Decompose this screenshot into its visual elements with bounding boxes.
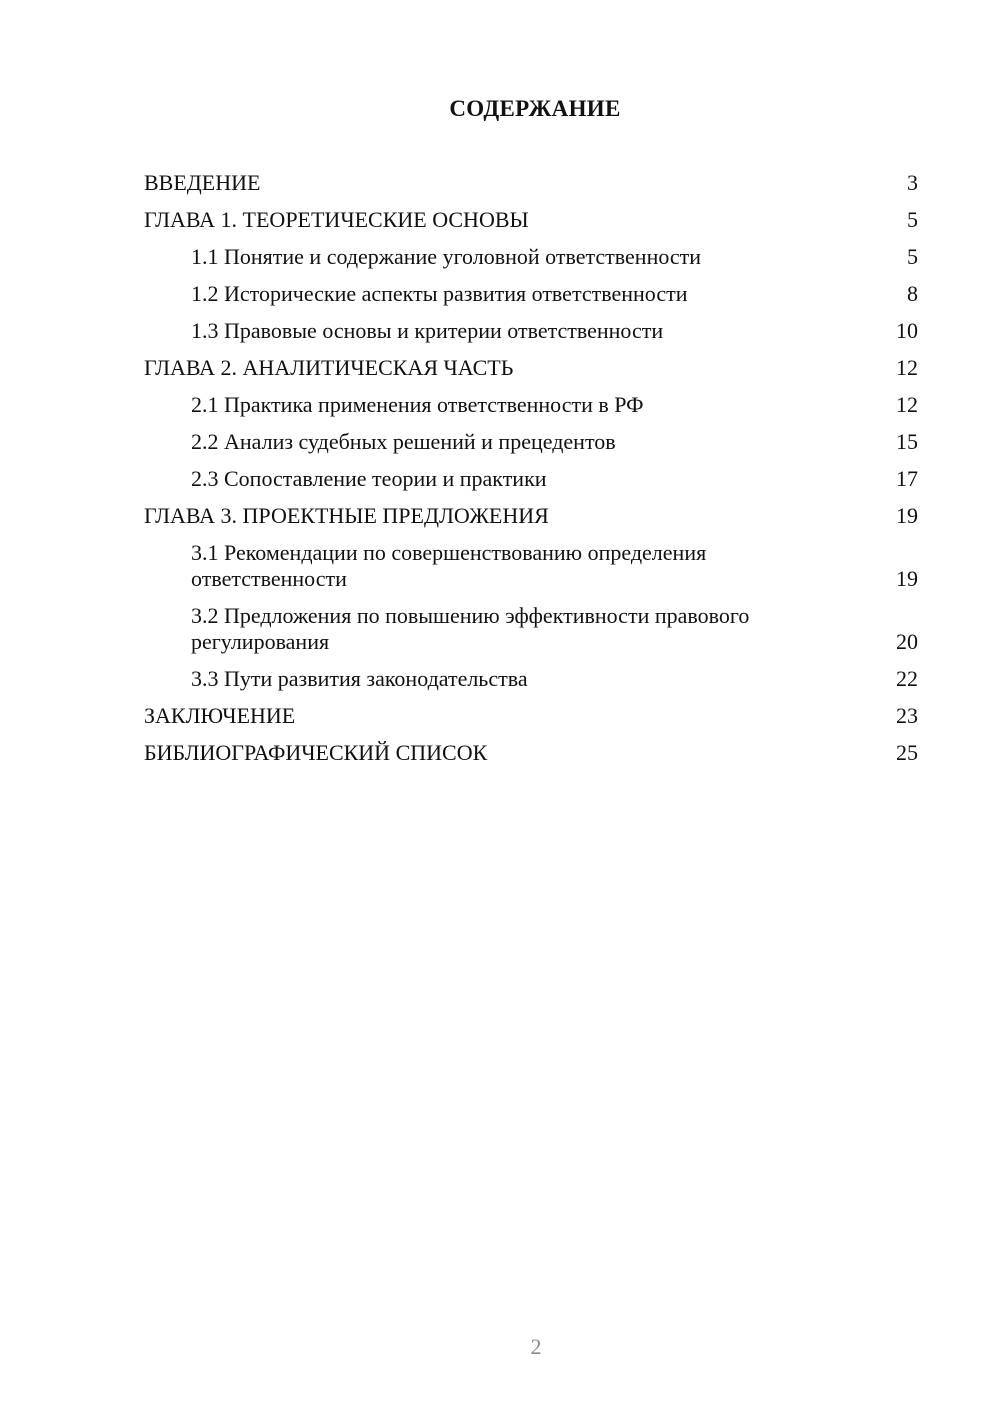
toc-entry <box>144 392 918 418</box>
toc-entry-text: 1.2 Исторические аспекты развития ответственности <box>191 281 688 306</box>
toc-entry-text: 2.1 Практика применения ответственности в РФ <box>191 392 644 417</box>
toc-entry <box>144 170 918 196</box>
page-number: 2 <box>530 1334 542 1359</box>
toc-entry-text: 1.3 Правовые основы и критерии ответственности <box>191 318 664 343</box>
toc-entry <box>144 466 918 492</box>
toc-entry <box>144 429 918 455</box>
toc-entry-text: 3.2 Предложения по повышению эффективности правового регулирования <box>191 603 750 654</box>
table-of-contents <box>144 170 918 777</box>
toc-entry-page: 19 <box>896 503 918 528</box>
toc-entry <box>144 740 918 766</box>
toc-entry-text: 3.3 Пути развития законодательства <box>191 666 528 691</box>
toc-entry-text: БИБЛИОГРАФИЧЕСКИЙ СПИСОК <box>144 740 488 765</box>
page-title: СОДЕРЖАНИЕ <box>449 96 621 121</box>
toc-entry <box>144 503 918 529</box>
toc-entry <box>144 666 918 692</box>
toc-entry-page: 3 <box>907 170 918 195</box>
toc-entry-text: ГЛАВА 3. ПРОЕКТНЫЕ ПРЕДЛОЖЕНИЯ <box>144 503 549 528</box>
toc-entry <box>144 244 918 270</box>
toc-entry <box>144 318 918 344</box>
toc-entry-page: 5 <box>907 244 918 269</box>
toc-entry <box>144 703 918 729</box>
toc-entry-page: 19 <box>896 566 918 591</box>
toc-entry-text: ЗАКЛЮЧЕНИЕ <box>144 703 296 728</box>
toc-entry <box>144 603 918 655</box>
toc-entry-text: ВВЕДЕНИЕ <box>144 170 261 195</box>
toc-entry <box>144 281 918 307</box>
toc-entry-text: 2.3 Сопоставление теории и практики <box>191 466 547 491</box>
toc-entry-page: 15 <box>896 429 918 454</box>
toc-entry-page: 23 <box>896 703 918 728</box>
toc-entry-page: 20 <box>896 629 918 654</box>
toc-entry-page: 8 <box>907 281 918 306</box>
toc-entry <box>144 355 918 381</box>
toc-entry-page: 10 <box>896 318 918 343</box>
toc-entry-text: ГЛАВА 1. ТЕОРЕТИЧЕСКИЕ ОСНОВЫ <box>144 207 529 232</box>
toc-entry-page: 25 <box>896 740 918 765</box>
toc-entry-page: 17 <box>896 466 918 491</box>
toc-entry-page: 22 <box>896 666 918 691</box>
toc-entry-page: 12 <box>896 392 918 417</box>
toc-entry-text: 3.1 Рекомендации по совершенствованию определения ответственности <box>191 540 707 591</box>
toc-entry <box>144 540 918 592</box>
toc-entry <box>144 207 918 233</box>
toc-entry-text: ГЛАВА 2. АНАЛИТИЧЕСКАЯ ЧАСТЬ <box>144 355 514 380</box>
toc-entry-text: 1.1 Понятие и содержание уголовной ответственности <box>191 244 702 269</box>
toc-entry-page: 5 <box>907 207 918 232</box>
toc-entry-page: 12 <box>896 355 918 380</box>
toc-entry-text: 2.2 Анализ судебных решений и прецедентов <box>191 429 616 454</box>
